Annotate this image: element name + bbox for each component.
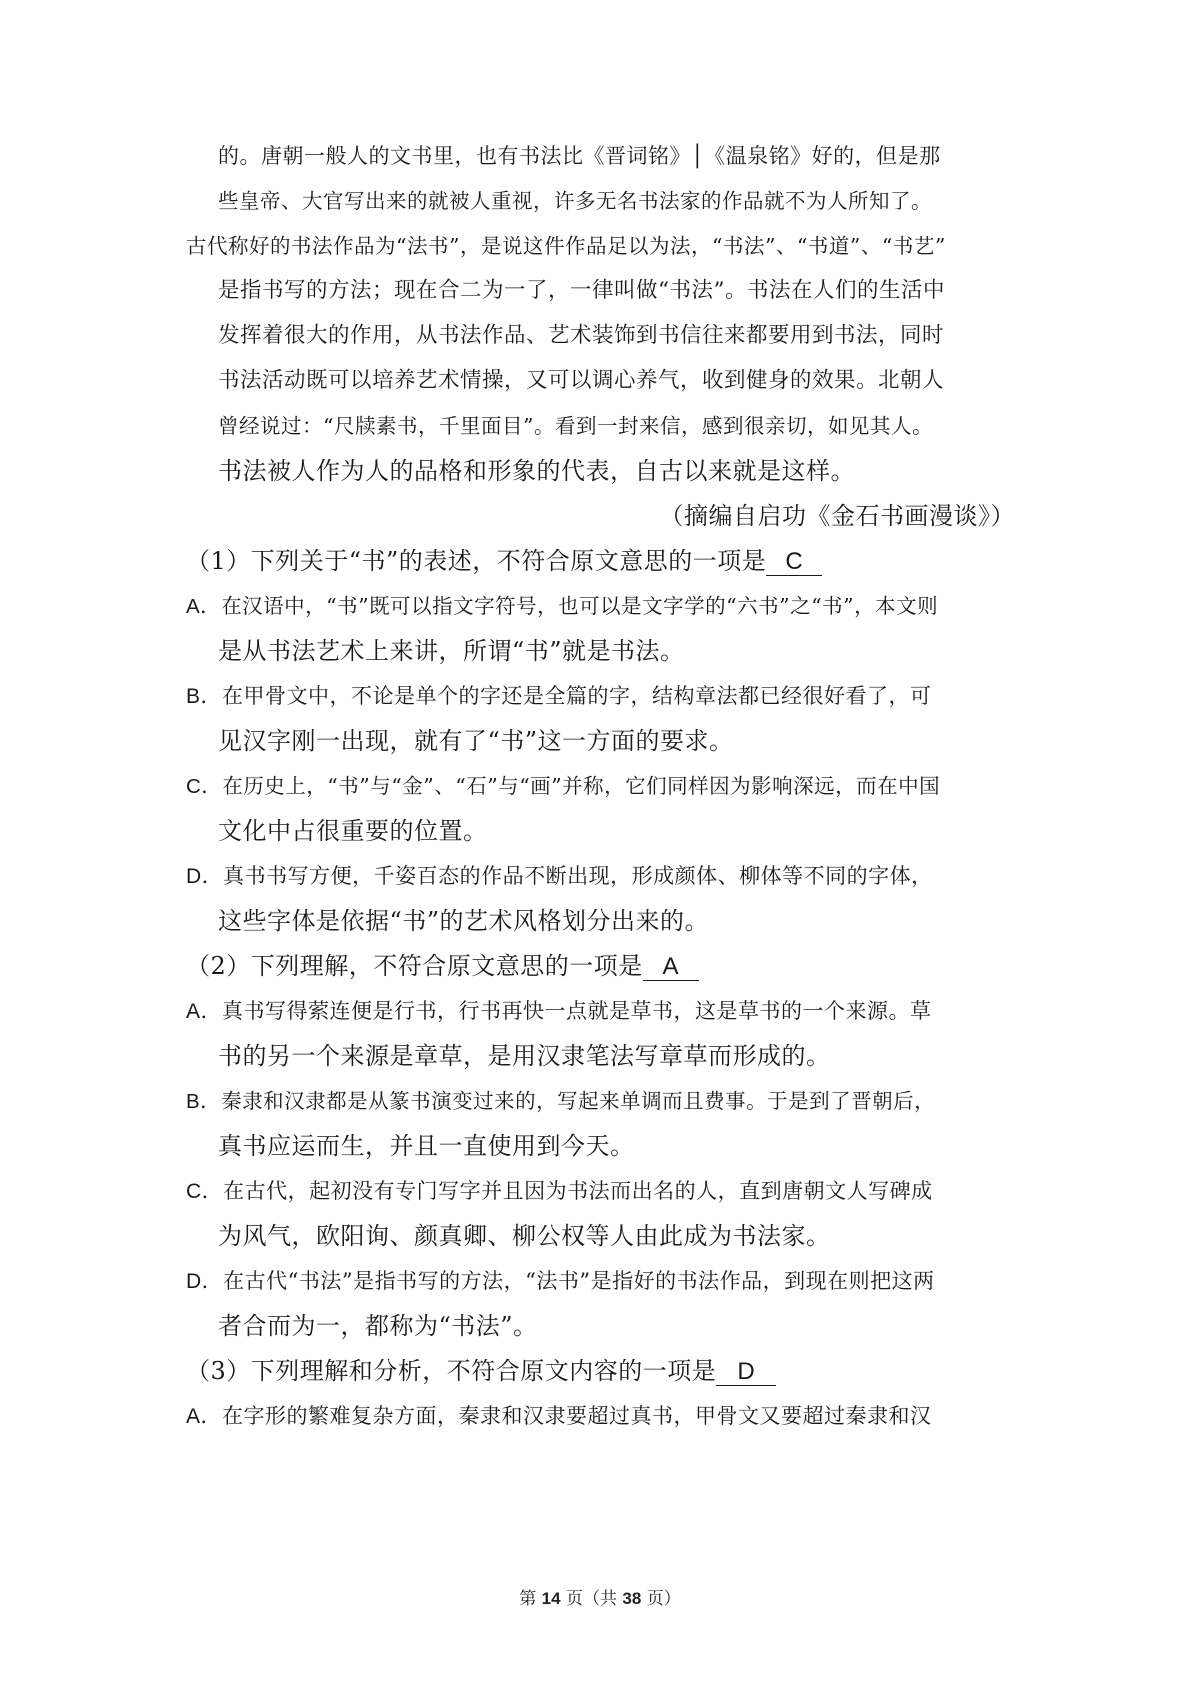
option-text: 为风气，欧阳询、颜真卿、柳公权等人由此成为书法家。 bbox=[218, 1222, 831, 1250]
footer-middle: 页（共 bbox=[566, 1589, 617, 1609]
source-citation: （摘编自启功《金石书画漫谈》） bbox=[659, 502, 1015, 530]
option-text: 文化中占很重要的位置。 bbox=[218, 817, 488, 845]
question-stem bbox=[186, 951, 699, 981]
answer-blank: C bbox=[766, 549, 822, 576]
option-text: 在甲骨文中，不论是单个的字还是全篇的字，结构章法都已经很好看了，可 bbox=[222, 684, 932, 708]
option-a bbox=[186, 1401, 932, 1432]
option-text: 是从书法艺术上来讲，所谓“书”就是书法。 bbox=[218, 637, 685, 665]
option-text: 真书书写方便，千姿百态的作品不断出现，形成颜体、柳体等不同的字体， bbox=[223, 864, 933, 888]
option-c bbox=[186, 771, 940, 802]
option-text: 真书写得萦连便是行书，行书再快一点就是草书，这是草书的一个来源。草 bbox=[222, 999, 932, 1023]
option-c bbox=[186, 1176, 933, 1207]
passage-line: 发挥着很大的作用，从书法作品、艺术装饰到书信往来都要用到书法，同时 bbox=[218, 323, 945, 348]
option-text: 真书应运而生，并且一直使用到今天。 bbox=[218, 1132, 635, 1160]
option-label: A． bbox=[186, 1405, 223, 1428]
option-text: 这些字体是依据“书”的艺术风格划分出来的。 bbox=[218, 907, 710, 935]
option-text: 在古代，起初没有专门写字并且因为书法而出名的人，直到唐朝文人写碑成 bbox=[223, 1179, 933, 1203]
answer-blank: D bbox=[716, 1359, 776, 1386]
option-text: 书的另一个来源是章草，是用汉隶笔法写章草而形成的。 bbox=[218, 1042, 831, 1070]
answer-blank: A bbox=[643, 954, 699, 981]
option-label: A． bbox=[186, 1000, 223, 1023]
option-label: B． bbox=[186, 1090, 222, 1113]
option-d bbox=[186, 861, 933, 892]
option-label: C． bbox=[186, 775, 223, 798]
option-d bbox=[186, 1266, 935, 1297]
option-b bbox=[186, 681, 932, 712]
question-stem bbox=[186, 546, 822, 576]
passage-line: 书法被人作为人的品格和形象的代表，自古以来就是这样。 bbox=[218, 457, 855, 485]
option-text: 在历史上，“书”与“金”、“石”与“画”并称，它们同样因为影响深远，而在中国 bbox=[222, 774, 941, 798]
passage-line: 是指书写的方法；现在合二为一了，一律叫做“书法”。书法在人们的生活中 bbox=[218, 278, 945, 303]
passage-line: 曾经说过：“尺牍素书，千里面目”。看到一封来信，感到很亲切，如见其人。 bbox=[218, 414, 933, 438]
question-stem-text: （3）下列理解和分析，不符合原文内容的一项是 bbox=[186, 1357, 717, 1385]
option-a bbox=[186, 996, 932, 1027]
question-stem-text: （1）下列关于“书”的表述，不符合原文意思的一项是 bbox=[186, 547, 767, 575]
option-text: 秦隶和汉隶都是从篆书演变过来的，写起来单调而且费事。于是到了晋朝后， bbox=[221, 1089, 936, 1113]
option-label: B． bbox=[186, 685, 223, 708]
option-label: A． bbox=[186, 595, 222, 618]
question-stem bbox=[186, 1356, 776, 1386]
option-a bbox=[186, 591, 938, 622]
total-pages: 38 bbox=[622, 1589, 642, 1608]
footer-prefix: 第 bbox=[519, 1589, 537, 1609]
page-number: 14 bbox=[541, 1589, 561, 1608]
page-footer bbox=[0, 1584, 1200, 1609]
footer-suffix: 页） bbox=[646, 1589, 681, 1609]
option-text: 见汉字刚一出现，就有了“书”这一方面的要求。 bbox=[218, 727, 734, 755]
option-text: 在字形的繁难复杂方面，秦隶和汉隶要超过真书，甲骨文又要超过秦隶和汉 bbox=[222, 1404, 932, 1428]
option-text: 者合而为一，都称为“书法”。 bbox=[218, 1312, 538, 1340]
passage-line: 古代称好的书法作品为“法书”，是说这件作品足以为法，“书法”、“书道”、“书艺” bbox=[186, 234, 946, 258]
option-text: 在汉语中，“书”既可以指文字符号，也可以是文字学的“六书”之“书”，本文则 bbox=[221, 594, 939, 618]
question-stem-text: （2）下列理解，不符合原文意思的一项是 bbox=[186, 952, 643, 980]
option-label: C． bbox=[186, 1180, 224, 1203]
passage-line: 书法活动既可以培养艺术情操，又可以调心养气，收到健身的效果。北朝人 bbox=[218, 368, 945, 393]
option-label: D． bbox=[186, 1270, 224, 1293]
passage-line: 些皇帝、大官写出来的就被人重视，许多无名书法家的作品就不为人所知了。 bbox=[218, 189, 932, 213]
passage-line: 的。唐朝一般人的文书里，也有书法比《晋词铭》│《温泉铭》好的，但是那 bbox=[218, 144, 941, 168]
option-text: 在古代“书法”是指书写的方法，“法书”是指好的书法作品，到现在则把这两 bbox=[223, 1269, 935, 1293]
option-b bbox=[186, 1086, 935, 1117]
option-label: D． bbox=[186, 865, 224, 888]
